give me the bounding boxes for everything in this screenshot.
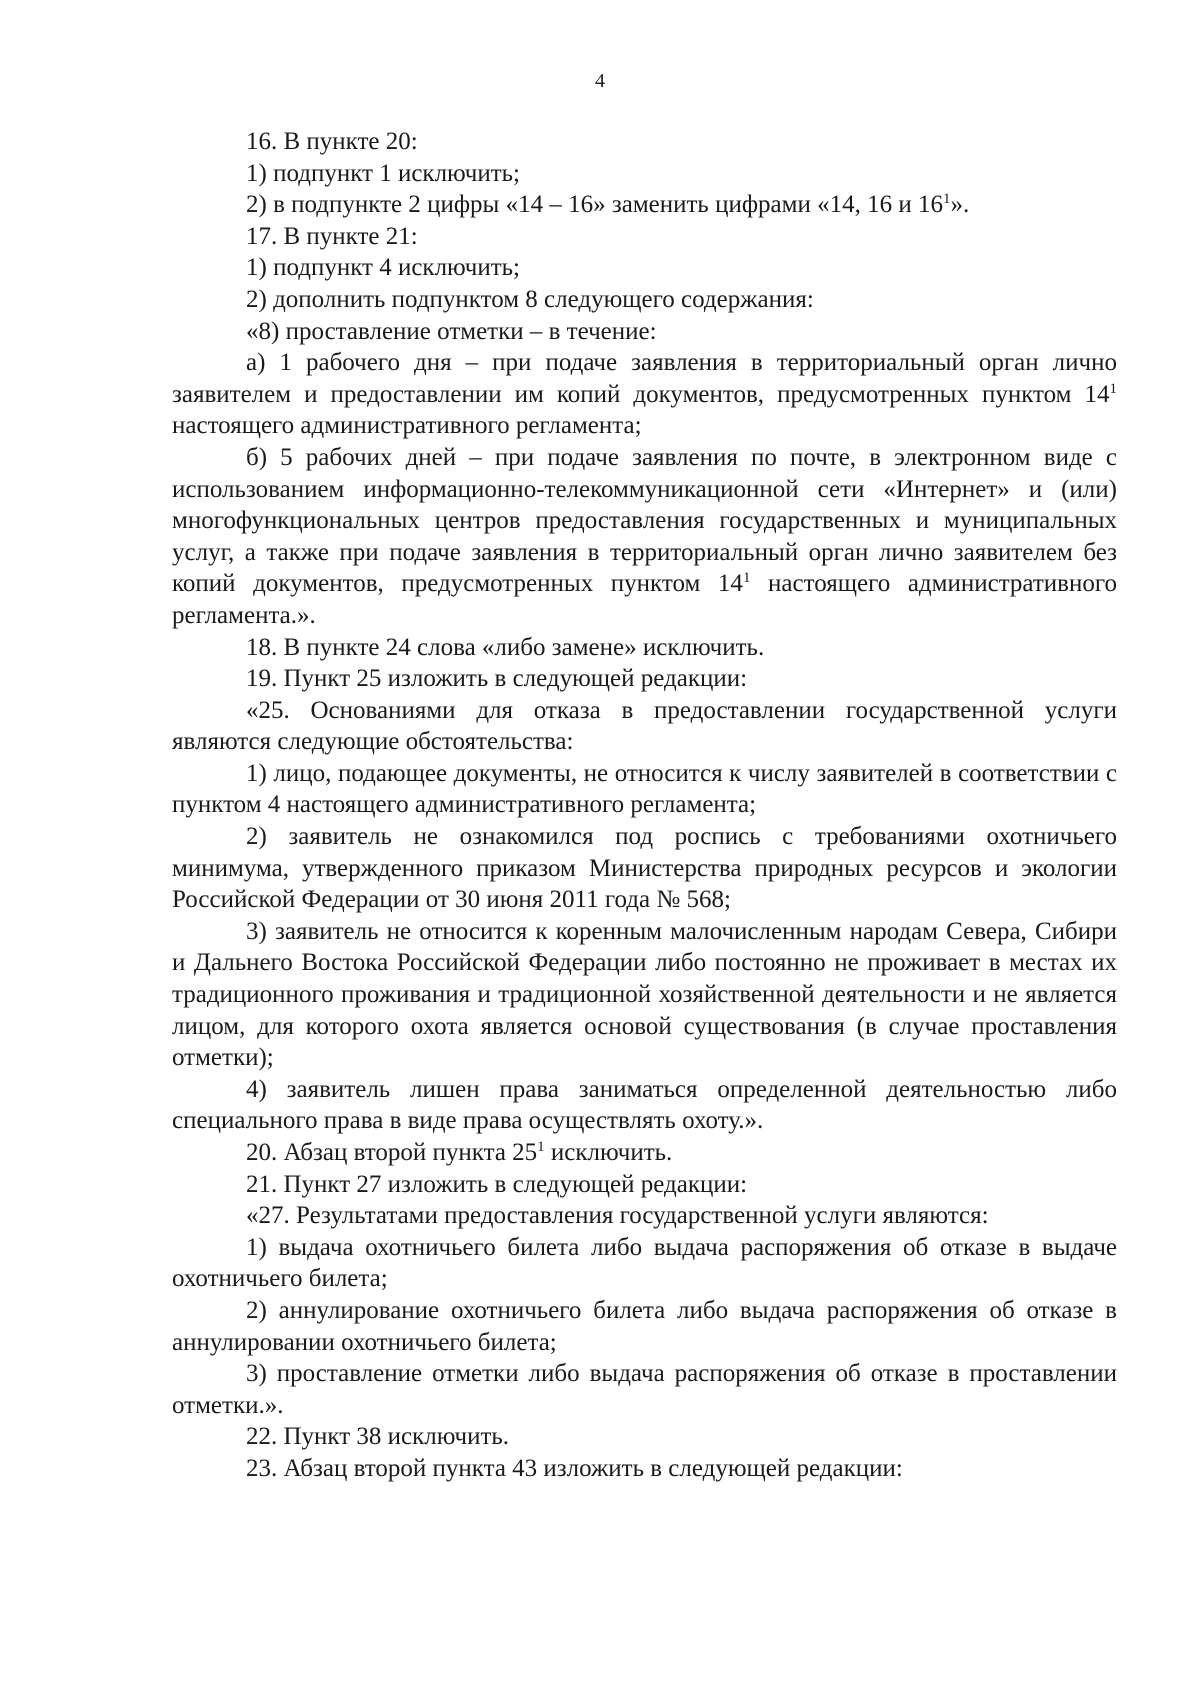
paragraph: 1) лицо, подающее документы, не относится к числу заявителей в соответствии с пунктом 4 настоящего административного регламента; — [172, 759, 1117, 819]
paragraph-text: настоящего административного регламента; — [172, 412, 642, 440]
paragraph-text: ». — [950, 191, 970, 219]
paragraph: «8) проставление отметки – в течение: — [246, 317, 657, 345]
paragraph-text: 20. Абзац второй пункта 25 — [246, 1139, 538, 1166]
paragraph: 2) дополнить подпунктом 8 следующего содержания: — [246, 285, 814, 313]
paragraph: 22. Пункт 38 исключить. — [246, 1423, 510, 1451]
paragraph: «25. Основаниями для отказа в предоставлении государственной услуги являются следующие обстоятельства: — [172, 696, 1117, 756]
paragraph-text: настоящего административного регламента.». — [172, 570, 1117, 629]
document-body — [172, 126, 1117, 1485]
paragraph: 2) заявитель не ознакомился под роспись с требованиями охотничьего минимума, утвержденного приказом Министерства природных ресурсов и экологии Российской Федерации от 30 июня 2011 года № 568; — [172, 823, 1117, 914]
superscript: 1 — [537, 1139, 545, 1155]
paragraph: 4) заявитель лишен права заниматься определенной деятельностью либо специального права в виде права осуществлять охоту.». — [172, 1075, 1117, 1135]
superscript: 1 — [1109, 380, 1117, 397]
superscript: 1 — [742, 570, 751, 587]
paragraph: 3) заявитель не относится к коренным малочисленным народам Севера, Сибири и Дальнего Востока Российской Федерации либо постоянно не проживает в местах их традиционного проживания и традиционной хозяйственной деятельности и не является лицом, для которого охота является основой существования (в случае проставления отметки); — [172, 917, 1117, 1072]
paragraph: 1) выдача охотничьего билета либо выдача распоряжения об отказе в выдаче охотничьего билета; — [172, 1233, 1117, 1293]
paragraph — [172, 1137, 1117, 1169]
paragraph: 21. Пункт 27 изложить в следующей редакции: — [246, 1170, 748, 1198]
paragraph-text: исключить. — [544, 1139, 673, 1166]
paragraph: 1) подпункт 4 исключить; — [246, 254, 520, 282]
paragraph: 2) аннулирование охотничьего билета либо выдача распоряжения об отказе в аннулировании охотничьего билета; — [172, 1296, 1117, 1356]
paragraph: 19. Пункт 25 изложить в следующей редакции: — [246, 665, 748, 693]
paragraph-text: 2) в подпункте 2 цифры «14 – 16» заменить цифрами «14, 16 и 16 — [246, 191, 943, 219]
paragraph — [172, 347, 1117, 442]
paragraph: 1) подпункт 1 исключить; — [246, 159, 520, 187]
paragraph: «27. Результатами предоставления государственной услуги являются: — [246, 1202, 989, 1230]
paragraph: 17. В пункте 21: — [246, 222, 418, 250]
paragraph — [172, 189, 1117, 221]
paragraph-text: а) 1 рабочего дня – при подаче заявления в территориальный орган лично заявителем и предоставлении им копий документов, предусмотренных пунктом 14 — [172, 349, 1117, 408]
paragraph: 23. Абзац второй пункта 43 изложить в следующей редакции: — [246, 1454, 903, 1482]
paragraph — [172, 442, 1117, 632]
paragraph: 18. В пункте 24 слова «либо замене» исключить. — [246, 633, 765, 661]
paragraph: 16. В пункте 20: — [246, 128, 418, 155]
paragraph-text: б) 5 рабочих дней – при подаче заявления по почте, в электронном виде с использованием информационно-телекоммуникационной сети «Интернет» и (или) многофункциональных центров предоставления государственных и муниципальных услуг, а также при подаче заявления в территориальный орган лично заявителем без копий документов, предусмотренных пунктом 14 — [172, 443, 1117, 598]
superscript: 1 — [942, 191, 951, 208]
paragraph: 3) проставление отметки либо выдача распоряжения об отказе в проставлении отметки.». — [172, 1360, 1117, 1419]
page-number: 4 — [595, 70, 605, 92]
